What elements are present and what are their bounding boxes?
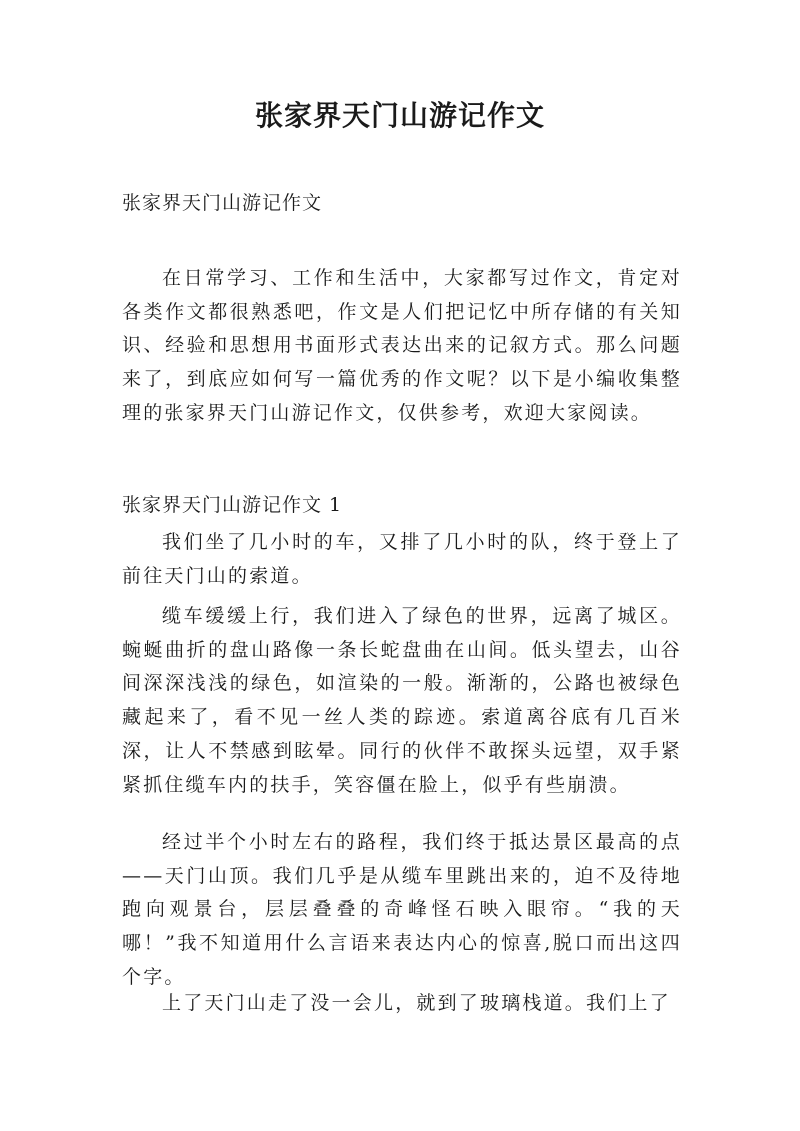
body-paragraph-2: 缆车缓缓上行，我们进入了绿色的世界，远离了城区。蜿蜒曲折的盘山路像一条长蛇盘曲在山间。低头望去，山谷间深深浅浅的绿色，如渲染的一般。渐渐的，公路也被绿色藏起来了，看不见一丝人类的踪迹。索道离谷底有几百米深，让人不禁感到眩晕。同行的伙伴不敢探头远望，双手紧紧抓住缆车内的扶手，笑容僵在脸上，似乎有些崩溃。 <box>122 605 682 796</box>
body-paragraph-1: 我们坐了几小时的车，又排了几小时的队，终于登上了前往天门山的索道。 <box>122 531 682 587</box>
body-paragraph-3: 经过半个小时左右的路程，我们终于抵达景区最高的点——天门山顶。我们几乎是从缆车里跳出来的，迫不及待地跑向观景台，层层叠叠的奇峰怪石映入眼帘。“我的天哪！”我不知道用什么言语来表达内心的惊喜,脱口而出这四个字。 <box>122 831 682 988</box>
document-subtitle: 张家界天门山游记作文 <box>122 192 323 214</box>
body-paragraph-4: 上了天门山走了没一会儿，就到了玻璃栈道。我们上了 <box>162 992 671 1014</box>
document-title: 张家界天门山游记作文 <box>254 99 545 132</box>
section-heading: 张家界天门山游记作文 1 <box>122 494 343 516</box>
intro-paragraph: 在日常学习、工作和生活中，大家都写过作文，肯定对各类作文都很熟悉吧，作文是人们把记忆中所存储的有关知识、经验和思想用书面形式表达出来的记叙方式。那么问题来了，到底应如何写一篇优秀的作文呢？以下是小编收集整理的张家界天门山游记作文，仅供参考，欢迎大家阅读。 <box>122 267 682 424</box>
